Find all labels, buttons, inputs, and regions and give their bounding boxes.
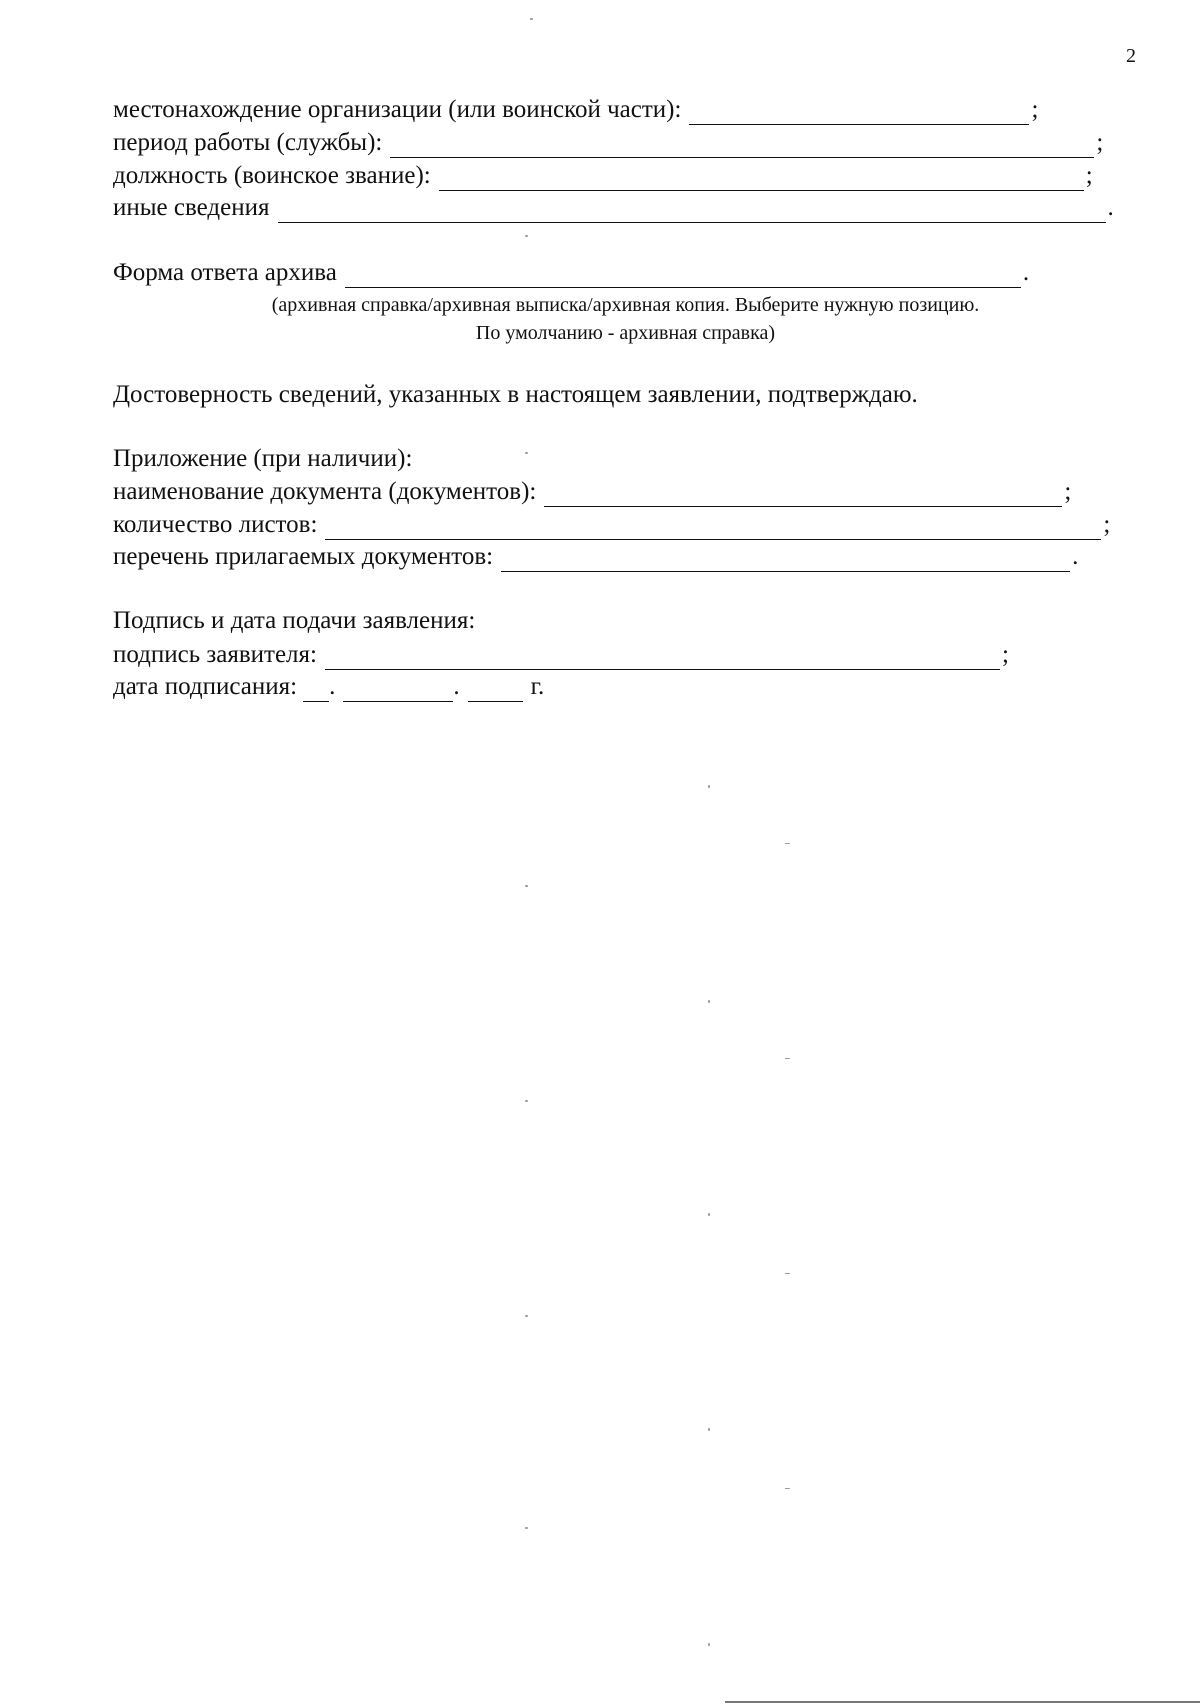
- list-label: перечень прилагаемых документов:: [113, 543, 494, 570]
- location-row: [113, 95, 1038, 125]
- confirmation-label: Достоверность сведений, указанных в настоящем заявлении, подтверждаю.: [113, 381, 918, 408]
- location-label: местонахождение организации (или воинской части):: [113, 96, 682, 123]
- attachment-heading: Приложение (при наличии):: [113, 445, 413, 472]
- scan-speck: [525, 1527, 528, 1529]
- period-row: [113, 128, 1103, 158]
- list-field[interactable]: [501, 549, 1070, 572]
- scan-speck: [708, 1428, 710, 1431]
- sheets-field[interactable]: [325, 517, 1101, 540]
- scan-speck: [785, 1488, 790, 1489]
- scan-speck: [525, 1315, 528, 1317]
- confirmation-text: [113, 380, 918, 410]
- scan-speck: [785, 1058, 790, 1059]
- position-field[interactable]: [439, 168, 1084, 191]
- response-form-field[interactable]: [345, 265, 1021, 288]
- applicant-signature-row: [113, 640, 1009, 670]
- response-form-label: Форма ответа архива: [113, 259, 337, 286]
- doc-name-end: ;: [1064, 478, 1072, 505]
- signature-heading-row: [113, 606, 475, 636]
- position-end: ;: [1085, 162, 1093, 189]
- applicant-signature-label: подпись заявителя:: [113, 641, 317, 668]
- response-form-note-1: (архивная справка/архивная выписка/архивная копия. Выберите нужную позицию.: [271, 294, 980, 316]
- scan-speck: [785, 1273, 790, 1274]
- date-sep-1: .: [329, 673, 336, 700]
- period-field[interactable]: [390, 135, 1094, 158]
- response-form-note-2: По умолчанию - архивная справка): [475, 322, 776, 344]
- location-field[interactable]: [689, 102, 1029, 125]
- period-label: период работы (службы):: [113, 129, 383, 156]
- signing-date-row: [113, 672, 544, 702]
- scan-speck: [708, 1643, 710, 1646]
- date-suffix: г.: [530, 673, 545, 700]
- date-sep-2: .: [453, 673, 460, 700]
- location-end: ;: [1031, 96, 1039, 123]
- other-field[interactable]: [278, 200, 1106, 223]
- response-form-end: .: [1022, 259, 1030, 286]
- date-year-field[interactable]: [468, 679, 523, 702]
- scan-speck: [708, 1213, 710, 1216]
- period-end: ;: [1096, 129, 1104, 156]
- position-label: должность (воинское звание):: [113, 162, 431, 189]
- doc-name-field[interactable]: [544, 484, 1062, 507]
- other-row: [113, 193, 1114, 223]
- sheets-row: [113, 510, 1110, 540]
- scan-speck: [530, 18, 533, 20]
- other-label: иные сведения: [113, 194, 270, 221]
- sheets-end: ;: [1103, 511, 1111, 538]
- signature-heading: Подпись и дата подачи заявления:: [113, 607, 476, 634]
- sheets-label: количество листов:: [113, 511, 318, 538]
- doc-name-label: наименование документа (документов):: [113, 478, 537, 505]
- scan-speck: [525, 1100, 528, 1102]
- list-row: [113, 542, 1078, 572]
- response-form-row: [113, 258, 1029, 288]
- page-number: 2: [1126, 45, 1136, 67]
- position-row: [113, 161, 1093, 191]
- doc-name-row: [113, 477, 1071, 507]
- applicant-signature-field[interactable]: [325, 647, 1000, 670]
- signing-date-label: дата подписания:: [113, 673, 298, 700]
- date-month-field[interactable]: [343, 679, 453, 702]
- scan-speck: [708, 785, 710, 788]
- scan-speck: [525, 452, 528, 454]
- scan-speck: [785, 843, 790, 844]
- attachment-heading-row: [113, 444, 412, 474]
- scan-edge-line: [725, 1701, 1200, 1703]
- scan-speck: [525, 235, 528, 237]
- scan-speck: [708, 1000, 710, 1003]
- date-day-field[interactable]: [303, 679, 329, 702]
- scan-speck: [525, 885, 528, 887]
- list-end: .: [1072, 543, 1079, 570]
- applicant-signature-end: ;: [1001, 641, 1009, 668]
- other-end: .: [1107, 194, 1114, 221]
